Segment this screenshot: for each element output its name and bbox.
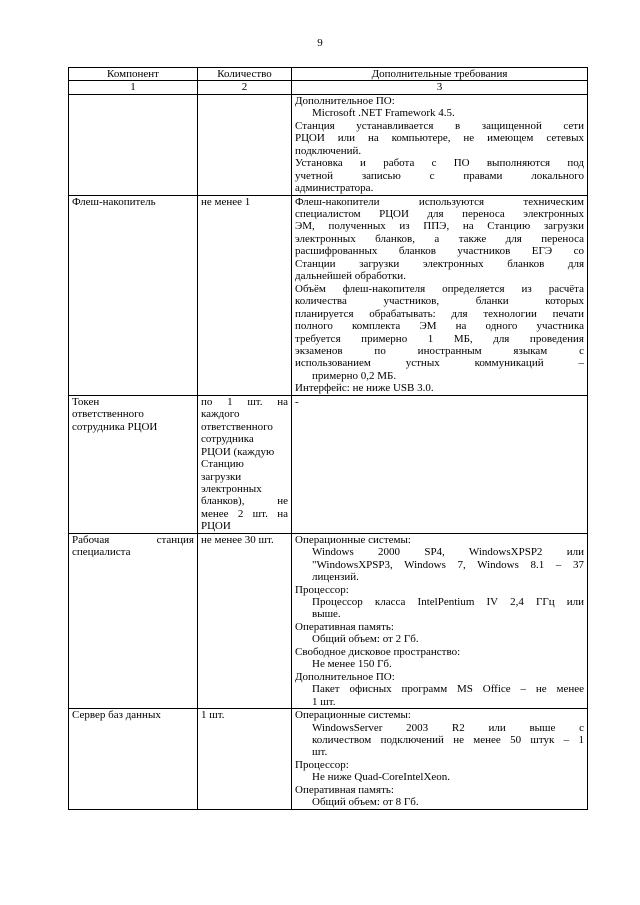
quantity-line: сотрудника [201,433,254,446]
requirements-line: Станция устанавливается в защищенной сети [295,119,584,132]
header-component: Компонент [69,68,198,81]
requirements-label: Дополнительное ПО: [295,670,395,683]
requirements-line: Установка и работа с ПО выполняются под [295,157,584,170]
requirements-line: ЭМ, полученных из ППЭ, на Станцию загрузки [295,220,584,233]
requirements-line: специалистом РЦОИ для переноса электронных [295,207,584,220]
quantity-line: по 1 шт. на [201,395,288,408]
quantity-line: электронных [201,482,262,495]
component-line: сотрудника РЦОИ [72,420,158,433]
table-row [69,533,588,708]
requirements-line: Общий объем: от 2 Гб. [312,633,419,646]
quantity-line: загрузки [201,470,242,483]
component-cell: Сервер баз данных [69,709,198,810]
requirements-line: дальнейшей обработки. [295,270,406,283]
requirements-line: выше. [312,608,341,621]
requirements-line: экзаменов по иностранным языкам с [295,344,584,357]
requirements-line: Windows 2000 SP4, WindowsXPSP2 или [312,546,584,559]
table-row [69,395,588,533]
component-line: Рабочая станция [72,533,194,546]
quantity-cell [198,395,292,533]
quantity-cell: не менее 1 [198,195,292,395]
requirements-line: РЦОИ или на компьютере, не имеющем сетевых [295,132,584,145]
component-cell: Флеш-накопитель [69,195,198,395]
requirements-line: Не ниже Quad-CoreIntelXeon. [312,771,451,784]
quantity-cell: 1 шт. [198,709,292,810]
quantity-line: менее 2 шт. на [201,507,288,520]
requirements-line: полного комплекта ЭМ на одного участника [295,320,584,333]
requirements-label: Операционные системы: [295,533,411,546]
component-line: специалиста [72,546,131,559]
requirements-label: Свободное дисковое пространство: [295,645,461,658]
requirements-line: примерно 0,2 МБ. [312,369,397,382]
requirements-line: Дополнительное ПО: [295,94,395,107]
requirements-line: подключений. [295,144,362,157]
requirements-table [68,67,588,810]
table-row [69,195,588,395]
component-cell [69,533,198,708]
requirements-label: Оперативная память: [295,620,394,633]
header-quantity: Количество [198,68,292,81]
requirements-line: Не менее 150 Гб. [312,658,392,671]
column-number-2: 2 [198,81,292,94]
quantity-line: ответственного [201,420,273,433]
requirements-line: количеством подключений не менее 50 штук – 1 [312,734,584,747]
table-row [69,94,588,195]
component-cell [69,395,198,533]
requirements-line: Интерфейс: не ниже USB 3.0. [295,382,434,395]
table-row [69,709,588,810]
requirements-label: Оперативная память: [295,783,394,796]
requirements-line: количества участников, бланки которых [295,295,584,308]
requirements-line: администратора. [295,182,374,195]
requirements-line: "WindowsXPSP3, Windows 7, Windows 8.1 – 37 [312,558,584,571]
requirements-line: Процессор класса IntelPentium IV 2,4 ГГц или [312,596,584,609]
requirements-cell [292,94,588,195]
column-number-row [69,81,588,94]
requirements-line: учетной записью с правами локального [295,169,584,182]
requirements-cell: - [292,395,588,533]
quantity-line: Станцию [201,458,244,471]
component-cell [69,94,198,195]
requirements-line: расшифрованных бланков участников ЕГЭ со [295,245,584,258]
requirements-line: 1 шт. [312,695,336,708]
requirements-line: WindowsServer 2003 R2 или выше с [312,721,584,734]
requirements-cell [292,709,588,810]
page-number: 9 [317,37,323,49]
requirements-line: Общий объем: от 8 Гб. [312,796,419,809]
table-header-row [69,68,588,81]
component-line: Токен [72,395,100,408]
requirements-line: Объём флеш-накопителя определяется из расчёта [295,282,584,295]
requirements-label: Процессор: [295,583,349,596]
requirements-label: Операционные системы: [295,709,411,722]
column-number-3: 3 [292,81,588,94]
header-requirements: Дополнительные требования [292,68,588,81]
requirements-line: планируется обрабатывать: для технологии печати [295,307,584,320]
component-line: ответственного [72,408,144,421]
requirements-line: Пакет офисных программ MS Office – не менее [312,683,584,696]
quantity-line: РЦОИ (каждую [201,445,275,458]
requirements-line: Флеш-накопители используются техническим [295,195,584,208]
quantity-line: РЦОИ [201,520,231,533]
requirements-line: шт. [312,746,328,759]
requirements-line: лицензий. [312,571,359,584]
column-number-1: 1 [69,81,198,94]
requirements-line: Станции загрузки электронных бланков для [295,257,584,270]
requirements-line: Microsoft .NET Framework 4.5. [312,107,455,120]
requirements-cell [292,533,588,708]
requirements-cell [292,195,588,395]
quantity-line: каждого [201,408,240,421]
requirements-line: электронных бланков, а также для переноса [295,232,584,245]
requirements-label: Процессор: [295,758,349,771]
quantity-cell [198,94,292,195]
requirements-line: использованием устных коммуникаций – [295,357,584,370]
quantity-line: бланков), не [201,495,288,508]
requirements-line: требуется примерно 1 МБ, для проведения [295,332,584,345]
quantity-cell: не менее 30 шт. [198,533,292,708]
